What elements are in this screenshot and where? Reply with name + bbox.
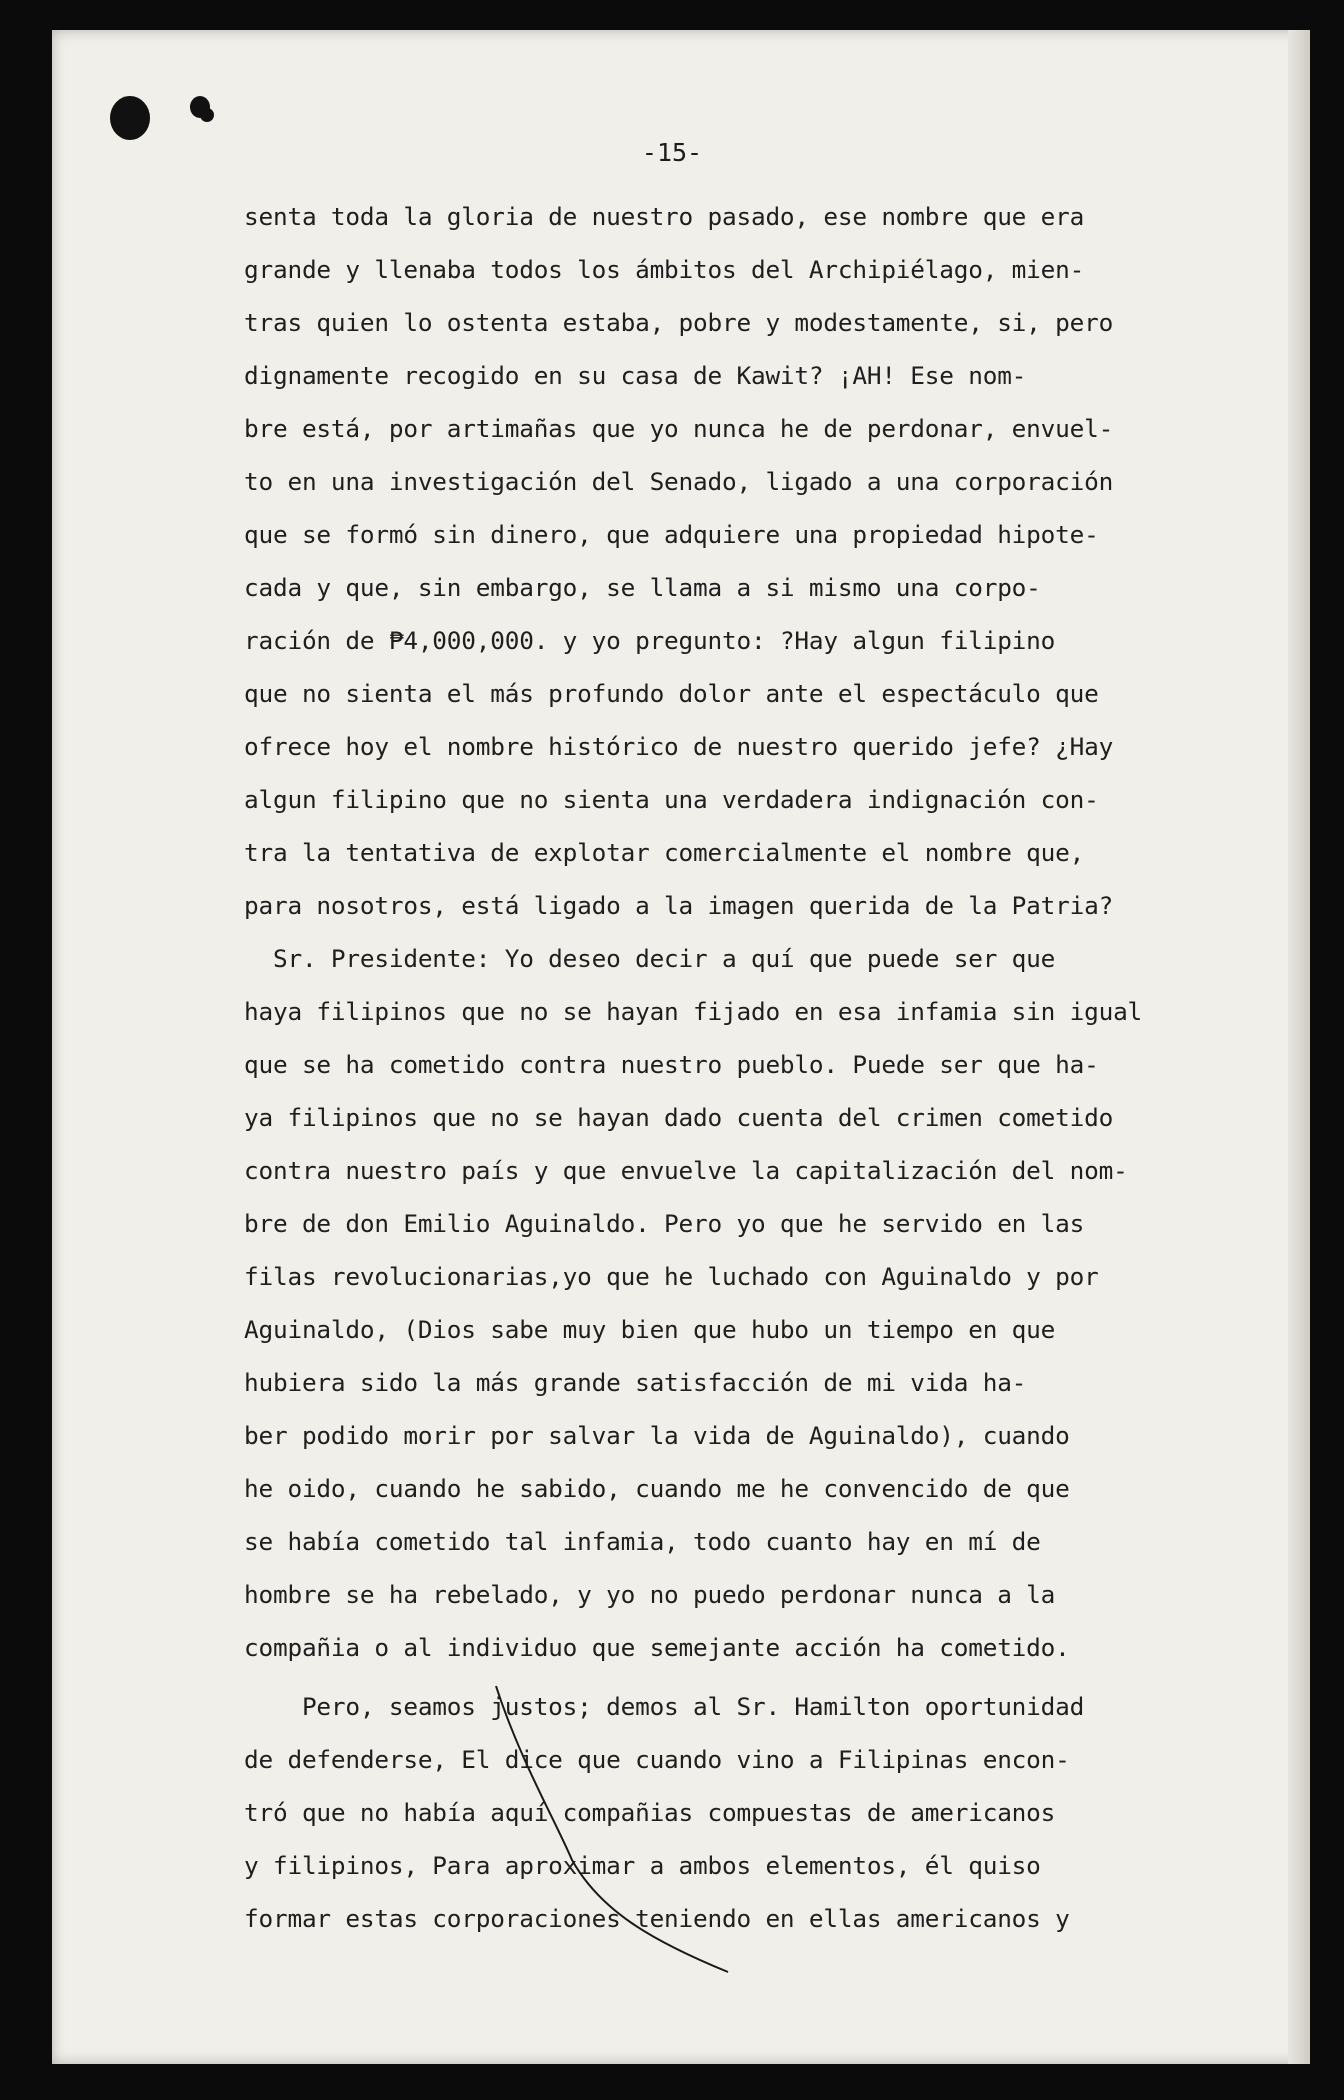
text-line: formar estas corporaciones teniendo en ellas americanos y [244, 1904, 1070, 1933]
ink-blot [110, 96, 150, 140]
text-line: bre está, por artimañas que yo nunca he de perdonar, envuel- [244, 414, 1114, 443]
text-line: grande y llenaba todos los ámbitos del Archipiélago, mien- [244, 255, 1085, 284]
page-number: -15- [641, 138, 703, 167]
text-line: filas revolucionarias,yo que he luchado con Aguinaldo y por [244, 1262, 1099, 1291]
text-line: hubiera sido la más grande satisfacción de mi vida ha- [244, 1368, 1027, 1397]
text-line: para nosotros, está ligado a la imagen querida de la Patria? [244, 891, 1114, 920]
text-line: haya filipinos que no se hayan fijado en esa infamia sin igual [244, 997, 1143, 1026]
text-line: que se formó sin dinero, que adquiere una propiedad hipote- [244, 520, 1099, 549]
text-line: tró que no había aquí compañias compuestas de americanos [244, 1798, 1056, 1827]
text-line: Sr. Presidente: Yo deseo decir a quí que puede ser que [244, 944, 1056, 973]
text-line: to en una investigación del Senado, ligado a una corporación [244, 467, 1114, 496]
text-line: cada y que, sin embargo, se llama a si mismo una corpo- [244, 573, 1041, 602]
text-line: ración de ₱4,000,000. y yo pregunto: ?Hay algun filipino [244, 626, 1056, 655]
text-line: tra la tentativa de explotar comercialmente el nombre que, [244, 838, 1085, 867]
ink-blot [190, 96, 210, 118]
text-line: ya filipinos que no se hayan dado cuenta del crimen cometido [244, 1103, 1114, 1132]
text-line: tras quien lo ostenta estaba, pobre y modestamente, si, pero [244, 308, 1114, 337]
text-line: ofrece hoy el nombre histórico de nuestro querido jefe? ¿Hay [244, 732, 1114, 761]
text-line: de defenderse, El dice que cuando vino a Filipinas encon- [244, 1745, 1070, 1774]
text-line: algun filipino que no sienta una verdadera indignación con- [244, 785, 1099, 814]
text-line: y filipinos, Para aproximar a ambos elementos, él quiso [244, 1851, 1041, 1880]
text-line: Aguinaldo, (Dios sabe muy bien que hubo un tiempo en que [244, 1315, 1056, 1344]
paper-edge [1288, 30, 1310, 2064]
text-line: he oido, cuando he sabido, cuando me he convencido de que [244, 1474, 1070, 1503]
text-line: Pero, seamos justos; demos al Sr. Hamilton oportunidad [244, 1692, 1085, 1721]
text-line: que se ha cometido contra nuestro pueblo. Puede ser que ha- [244, 1050, 1099, 1079]
text-line: senta toda la gloria de nuestro pasado, ese nombre que era [244, 202, 1085, 231]
text-line: compañia o al individuo que semejante acción ha cometido. [244, 1633, 1070, 1662]
text-line: dignamente recogido en su casa de Kawit? ¡AH! Ese nom- [244, 361, 1027, 390]
text-line: contra nuestro país y que envuelve la capitalización del nom- [244, 1156, 1128, 1185]
text-line: ber podido morir por salvar la vida de Aguinaldo), cuando [244, 1421, 1070, 1450]
text-line: se había cometido tal infamia, todo cuanto hay en mí de [244, 1527, 1041, 1556]
text-line: bre de don Emilio Aguinaldo. Pero yo que he servido en las [244, 1209, 1085, 1238]
text-line: hombre se ha rebelado, y yo no puedo perdonar nunca a la [244, 1580, 1056, 1609]
typed-text-body [244, 190, 1264, 1945]
text-line: que no sienta el más profundo dolor ante el espectáculo que [244, 679, 1099, 708]
